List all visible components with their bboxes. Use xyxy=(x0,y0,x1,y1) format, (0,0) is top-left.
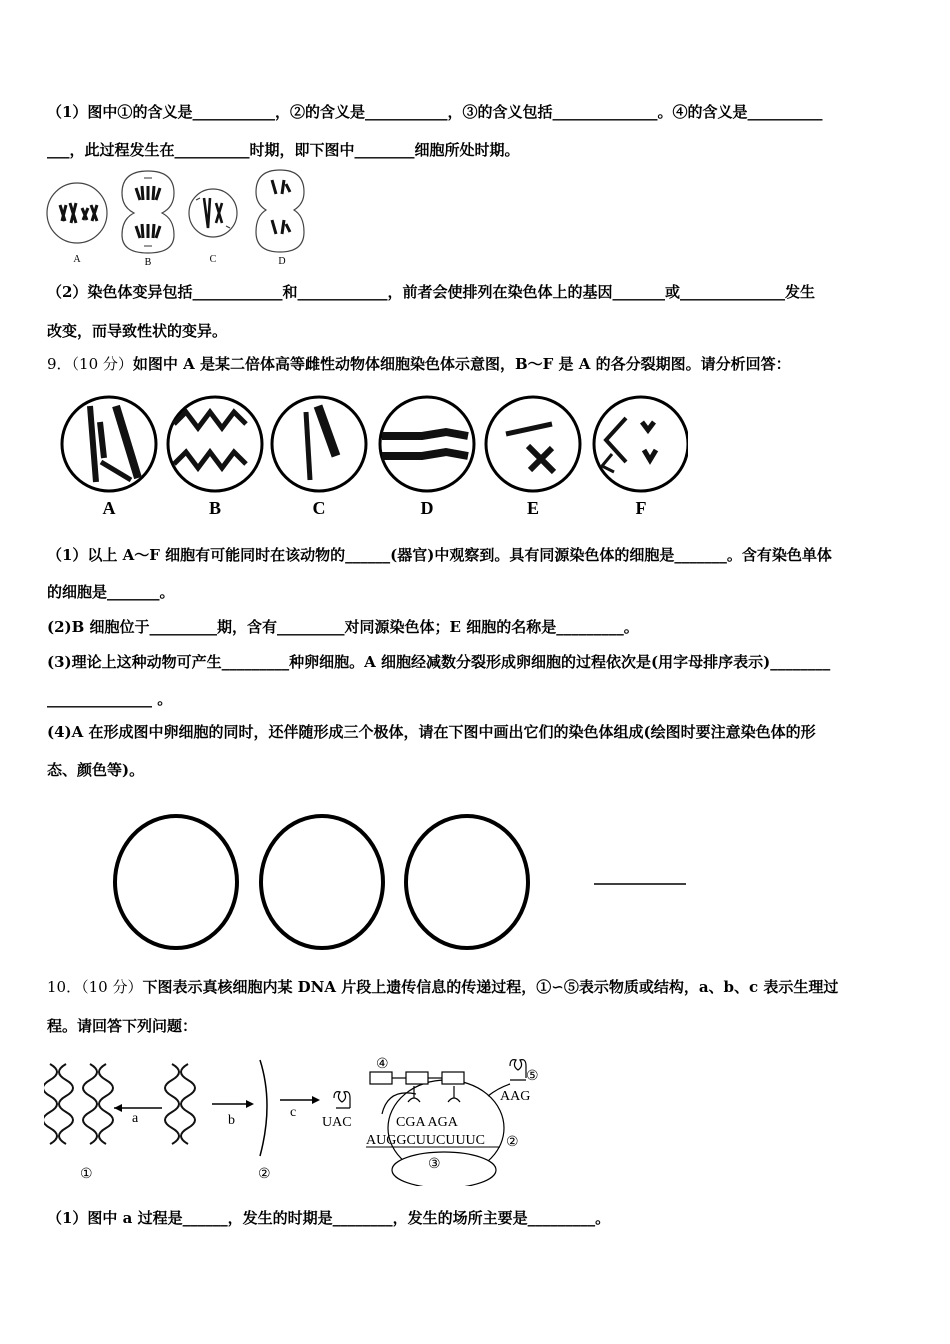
curved-arrow xyxy=(382,1093,416,1114)
q9-label-d: D xyxy=(420,498,434,518)
q9-part3-line1: (3)理论上这种动物可产生_________种卵细胞。A 细胞经减数分裂形成卵细胞的过程依次是(用字母排序表示)________ xyxy=(47,653,831,671)
anticodon-aag: AAG xyxy=(500,1089,531,1104)
q8-label-a: A xyxy=(73,254,81,265)
q9-part4-line2: 态、颜色等)。 xyxy=(47,761,145,779)
label-a: a xyxy=(132,1111,139,1126)
q9-cell-a xyxy=(62,397,156,491)
q8-label-b: B xyxy=(144,257,152,268)
q9-label-c: C xyxy=(312,498,326,518)
label-num-2b: ② xyxy=(506,1135,519,1150)
q8-part1-line2: ___，此过程发生在__________时期，即下图中________细胞所处时期。 xyxy=(47,141,520,159)
q9-part4-line1: (4)A 在形成图中卵细胞的同时，还伴随形成三个极体，请在下图中画出它们的染色体组成(绘图时要注意染色体的形 xyxy=(47,723,816,741)
mrna-strand xyxy=(260,1060,267,1156)
label-c: c xyxy=(290,1105,297,1120)
q8-part1-line1: （1）图中①的含义是___________，②的含义是___________，③的含义包括______________。④的含义是__________ xyxy=(47,103,823,121)
cell-a xyxy=(47,183,107,243)
q8-part2-line2: 改变，而导致性状的变异。 xyxy=(47,322,228,340)
label-num-2: ② xyxy=(258,1167,271,1182)
cell-b xyxy=(122,171,174,253)
q9-label-a: A xyxy=(102,498,116,518)
q10-dna-diagram xyxy=(44,1050,554,1186)
q9-part1-line1: （1）以上 A～F 细胞有可能同时在该动物的______(器官)中观察到。具有同源染色体的细胞是_______。含有染色单体 xyxy=(47,546,832,564)
q10-header-text: 下图表示真核细胞内某 DNA 片段上遗传信息的传递过程，①∽⑤表示物质或结构，a、b、c 表示生理过 xyxy=(142,978,839,996)
arrow-b xyxy=(212,1100,254,1108)
q8-part2-line1: （2）染色体变异包括____________和____________，前者会使排列在染色体上的基因_______或______________发生 xyxy=(47,283,815,301)
q9-label-e: E xyxy=(526,498,540,518)
polar-body-circle-3[interactable] xyxy=(406,816,528,948)
q10-header-line2: 程。请回答下列问题： xyxy=(47,1017,198,1035)
q9-part1-line2: 的细胞是_______。 xyxy=(47,583,175,601)
q9-cell-figure xyxy=(56,392,688,520)
q8-label-d: D xyxy=(278,256,286,267)
label-num-5: ⑤ xyxy=(526,1069,539,1084)
q9-number: 9．（10 分） xyxy=(47,355,133,373)
q9-label-b: B xyxy=(208,498,222,518)
q9-cell-f xyxy=(594,397,688,491)
q10-header xyxy=(47,977,906,997)
q9-cell-d xyxy=(380,397,474,491)
polar-body-circle-2[interactable] xyxy=(261,816,383,948)
trna-left xyxy=(334,1092,350,1108)
ribosome-small xyxy=(392,1152,496,1186)
arrow-c xyxy=(280,1096,320,1104)
dna-double-helix-right xyxy=(165,1064,195,1144)
q8-cell-figure xyxy=(44,168,314,270)
label-num-3: ③ xyxy=(428,1157,441,1172)
q9-header-text: 如图中 A 是某二倍体高等雌性动物体细胞染色体示意图，B～F 是 A 的各分裂期图。请分析回答： xyxy=(132,355,791,373)
label-num-1: ① xyxy=(80,1167,93,1182)
label-num-4: ④ xyxy=(376,1057,389,1072)
q9-cell-c xyxy=(272,397,366,491)
codon-pair: CGA AGA xyxy=(396,1115,458,1130)
polar-body-circle-1[interactable] xyxy=(115,816,237,948)
q9-part2: (2)B 细胞位于_________期，含有_________对同源染色体；E 细胞的名称是_________。 xyxy=(47,618,639,636)
cell-d xyxy=(256,170,304,252)
label-b: b xyxy=(228,1113,235,1128)
q9-drawing-area xyxy=(108,812,698,954)
q9-header xyxy=(47,354,906,374)
q10-part1: （1）图中 a 过程是______，发生的时期是________，发生的场所主要是_________。 xyxy=(47,1209,611,1227)
q9-part3-line2: ______________ 。 xyxy=(47,690,173,708)
q9-cell-b xyxy=(168,397,262,491)
q8-label-c: C xyxy=(209,254,217,265)
dna-double-helix-left xyxy=(44,1064,113,1144)
mrna-sequence: AUGGCUUCUUUC xyxy=(366,1133,486,1148)
q10-number: 10．（10 分） xyxy=(47,978,143,996)
q9-cell-e xyxy=(486,397,580,491)
cell-c xyxy=(189,189,237,237)
anticodon-left: UAC xyxy=(322,1115,352,1130)
polypeptide xyxy=(370,1072,464,1084)
q9-label-f: F xyxy=(635,498,647,518)
